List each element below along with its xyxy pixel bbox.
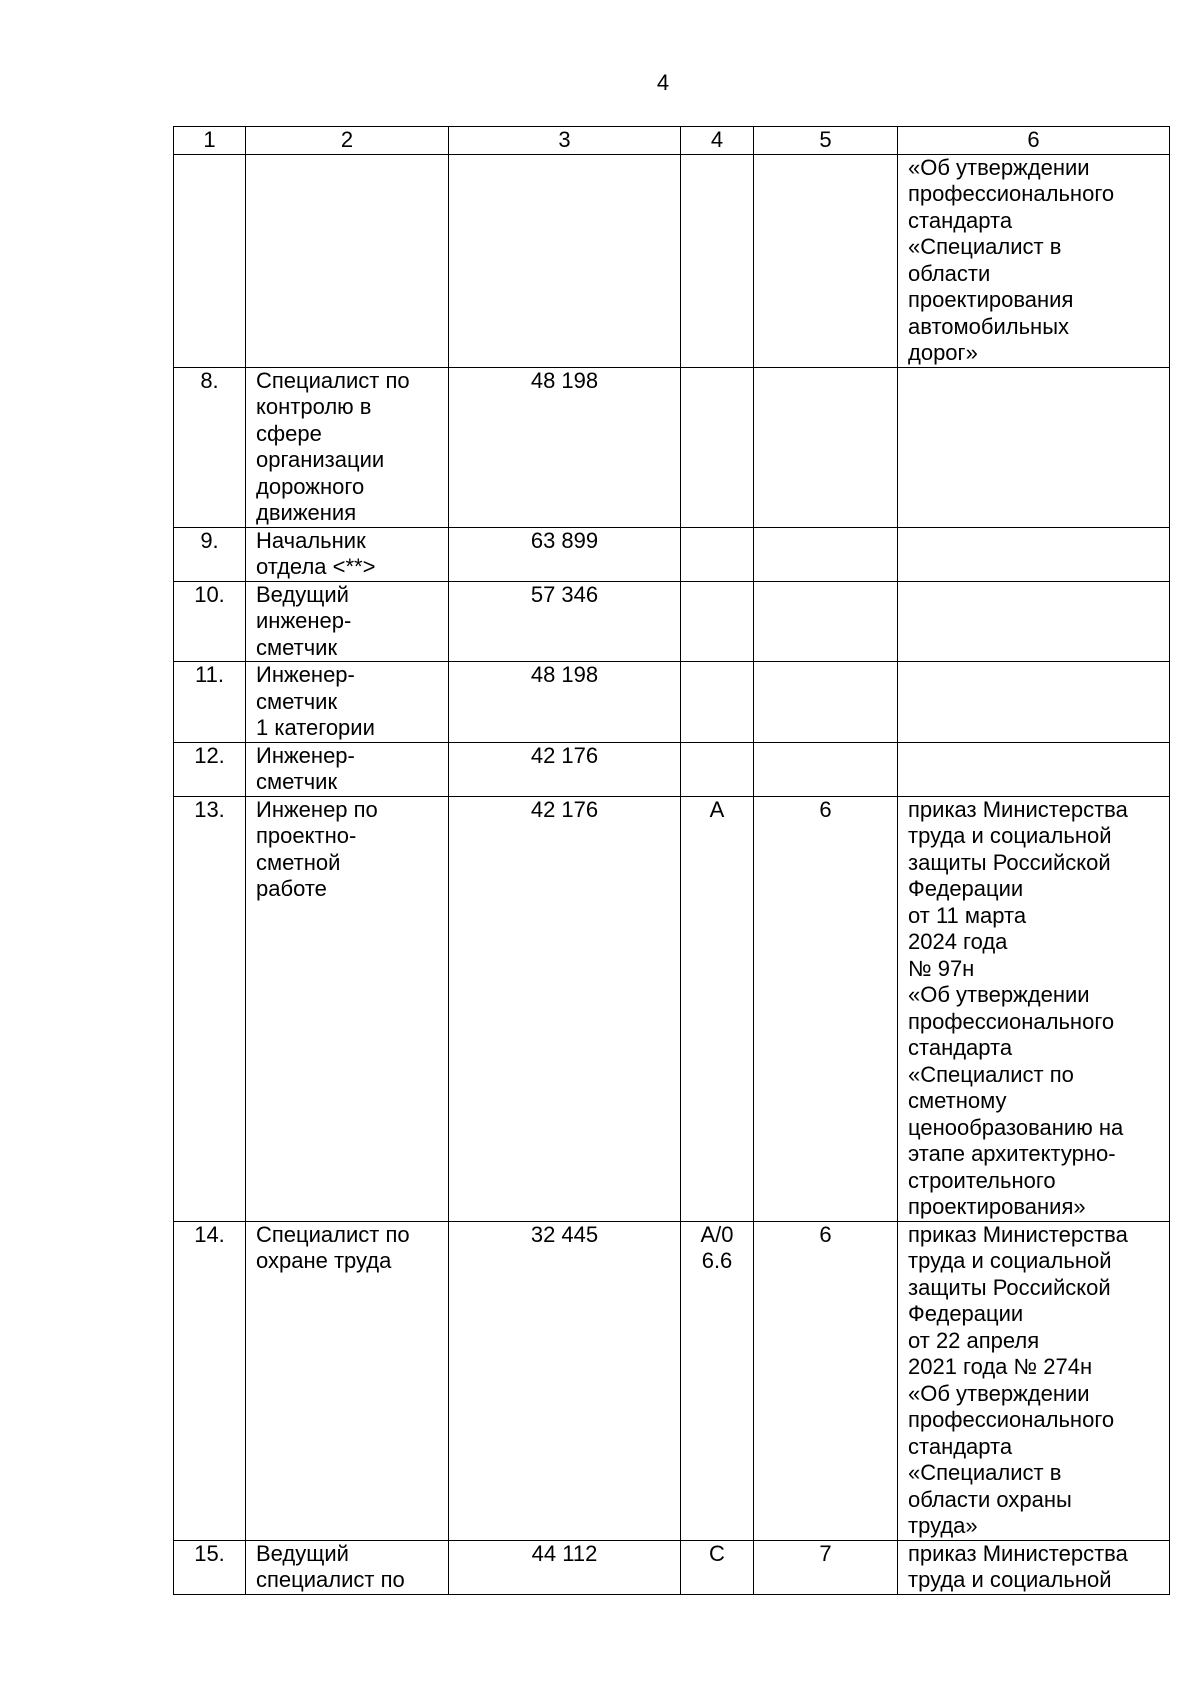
- table-row: [174, 742, 1170, 796]
- level-code: [681, 367, 754, 527]
- position-name: Ведущий инженер- сметчик: [246, 581, 449, 662]
- table-row: [174, 154, 1170, 367]
- standard-reference: «Об утверждении профессионального стандарта «Специалист в области проектирования автомобильных дорог»: [898, 154, 1170, 367]
- table-row: [174, 581, 1170, 662]
- position-name: [246, 154, 449, 367]
- column-header-3: 3: [449, 127, 681, 155]
- position-name: Специалист по контролю в сфере организации дорожного движения: [246, 367, 449, 527]
- qualification-level: [754, 367, 898, 527]
- standard-reference: приказ Министерства труда и социальной защиты Российской Федерации от 22 апреля 2021 года № 274н «Об утверждении профессионального стандарта «Специалист в области охраны труда»: [898, 1221, 1170, 1540]
- standard-reference: [898, 662, 1170, 743]
- row-number: 9.: [174, 527, 246, 581]
- standard-reference: [898, 581, 1170, 662]
- salary-value: 42 176: [449, 742, 681, 796]
- level-code: [681, 581, 754, 662]
- row-number: 15.: [174, 1540, 246, 1594]
- table-header-row: [174, 127, 1170, 155]
- qualification-level: 6: [754, 796, 898, 1221]
- column-header-4: 4: [681, 127, 754, 155]
- salary-value: 42 176: [449, 796, 681, 1221]
- level-code: [681, 527, 754, 581]
- qualification-level: [754, 742, 898, 796]
- salary-value: 48 198: [449, 367, 681, 527]
- table-row: [174, 1221, 1170, 1540]
- salary-value: 32 445: [449, 1221, 681, 1540]
- qualification-level: [754, 662, 898, 743]
- standard-reference: [898, 527, 1170, 581]
- qualification-level: [754, 581, 898, 662]
- row-number: 13.: [174, 796, 246, 1221]
- position-name: Инженер- сметчик 1 категории: [246, 662, 449, 743]
- table-row: [174, 367, 1170, 527]
- table-row: [174, 796, 1170, 1221]
- position-name: Инженер по проектно- сметной работе: [246, 796, 449, 1221]
- table-row: [174, 662, 1170, 743]
- row-number: 8.: [174, 367, 246, 527]
- positions-table: [173, 126, 1170, 1595]
- position-name: Начальник отдела <**>: [246, 527, 449, 581]
- salary-value: 63 899: [449, 527, 681, 581]
- column-header-1: 1: [174, 127, 246, 155]
- salary-value: 57 346: [449, 581, 681, 662]
- standard-reference: [898, 367, 1170, 527]
- salary-value: 48 198: [449, 662, 681, 743]
- table-row: [174, 1540, 1170, 1594]
- qualification-level: 6: [754, 1221, 898, 1540]
- level-code: [681, 154, 754, 367]
- row-number: 12.: [174, 742, 246, 796]
- position-name: Специалист по охране труда: [246, 1221, 449, 1540]
- level-code: А: [681, 796, 754, 1221]
- row-number: 10.: [174, 581, 246, 662]
- level-code: [681, 742, 754, 796]
- salary-value: 44 112: [449, 1540, 681, 1594]
- salary-value: [449, 154, 681, 367]
- column-header-6: 6: [898, 127, 1170, 155]
- standard-reference: приказ Министерства труда и социальной: [898, 1540, 1170, 1594]
- table-row: [174, 527, 1170, 581]
- level-code: С: [681, 1540, 754, 1594]
- position-name: Ведущий специалист по: [246, 1540, 449, 1594]
- level-code: А/0 6.6: [681, 1221, 754, 1540]
- row-number: [174, 154, 246, 367]
- row-number: 11.: [174, 662, 246, 743]
- qualification-level: 7: [754, 1540, 898, 1594]
- qualification-level: [754, 527, 898, 581]
- column-header-2: 2: [246, 127, 449, 155]
- column-header-5: 5: [754, 127, 898, 155]
- qualification-level: [754, 154, 898, 367]
- standard-reference: [898, 742, 1170, 796]
- page-number: 4: [656, 70, 670, 95]
- level-code: [681, 662, 754, 743]
- standard-reference: приказ Министерства труда и социальной защиты Российской Федерации от 11 марта 2024 года № 97н «Об утверждении профессионального стандарта «Специалист по сметному ценообразованию на этапе архитектурно- строительного проектирования»: [898, 796, 1170, 1221]
- position-name: Инженер- сметчик: [246, 742, 449, 796]
- row-number: 14.: [174, 1221, 246, 1540]
